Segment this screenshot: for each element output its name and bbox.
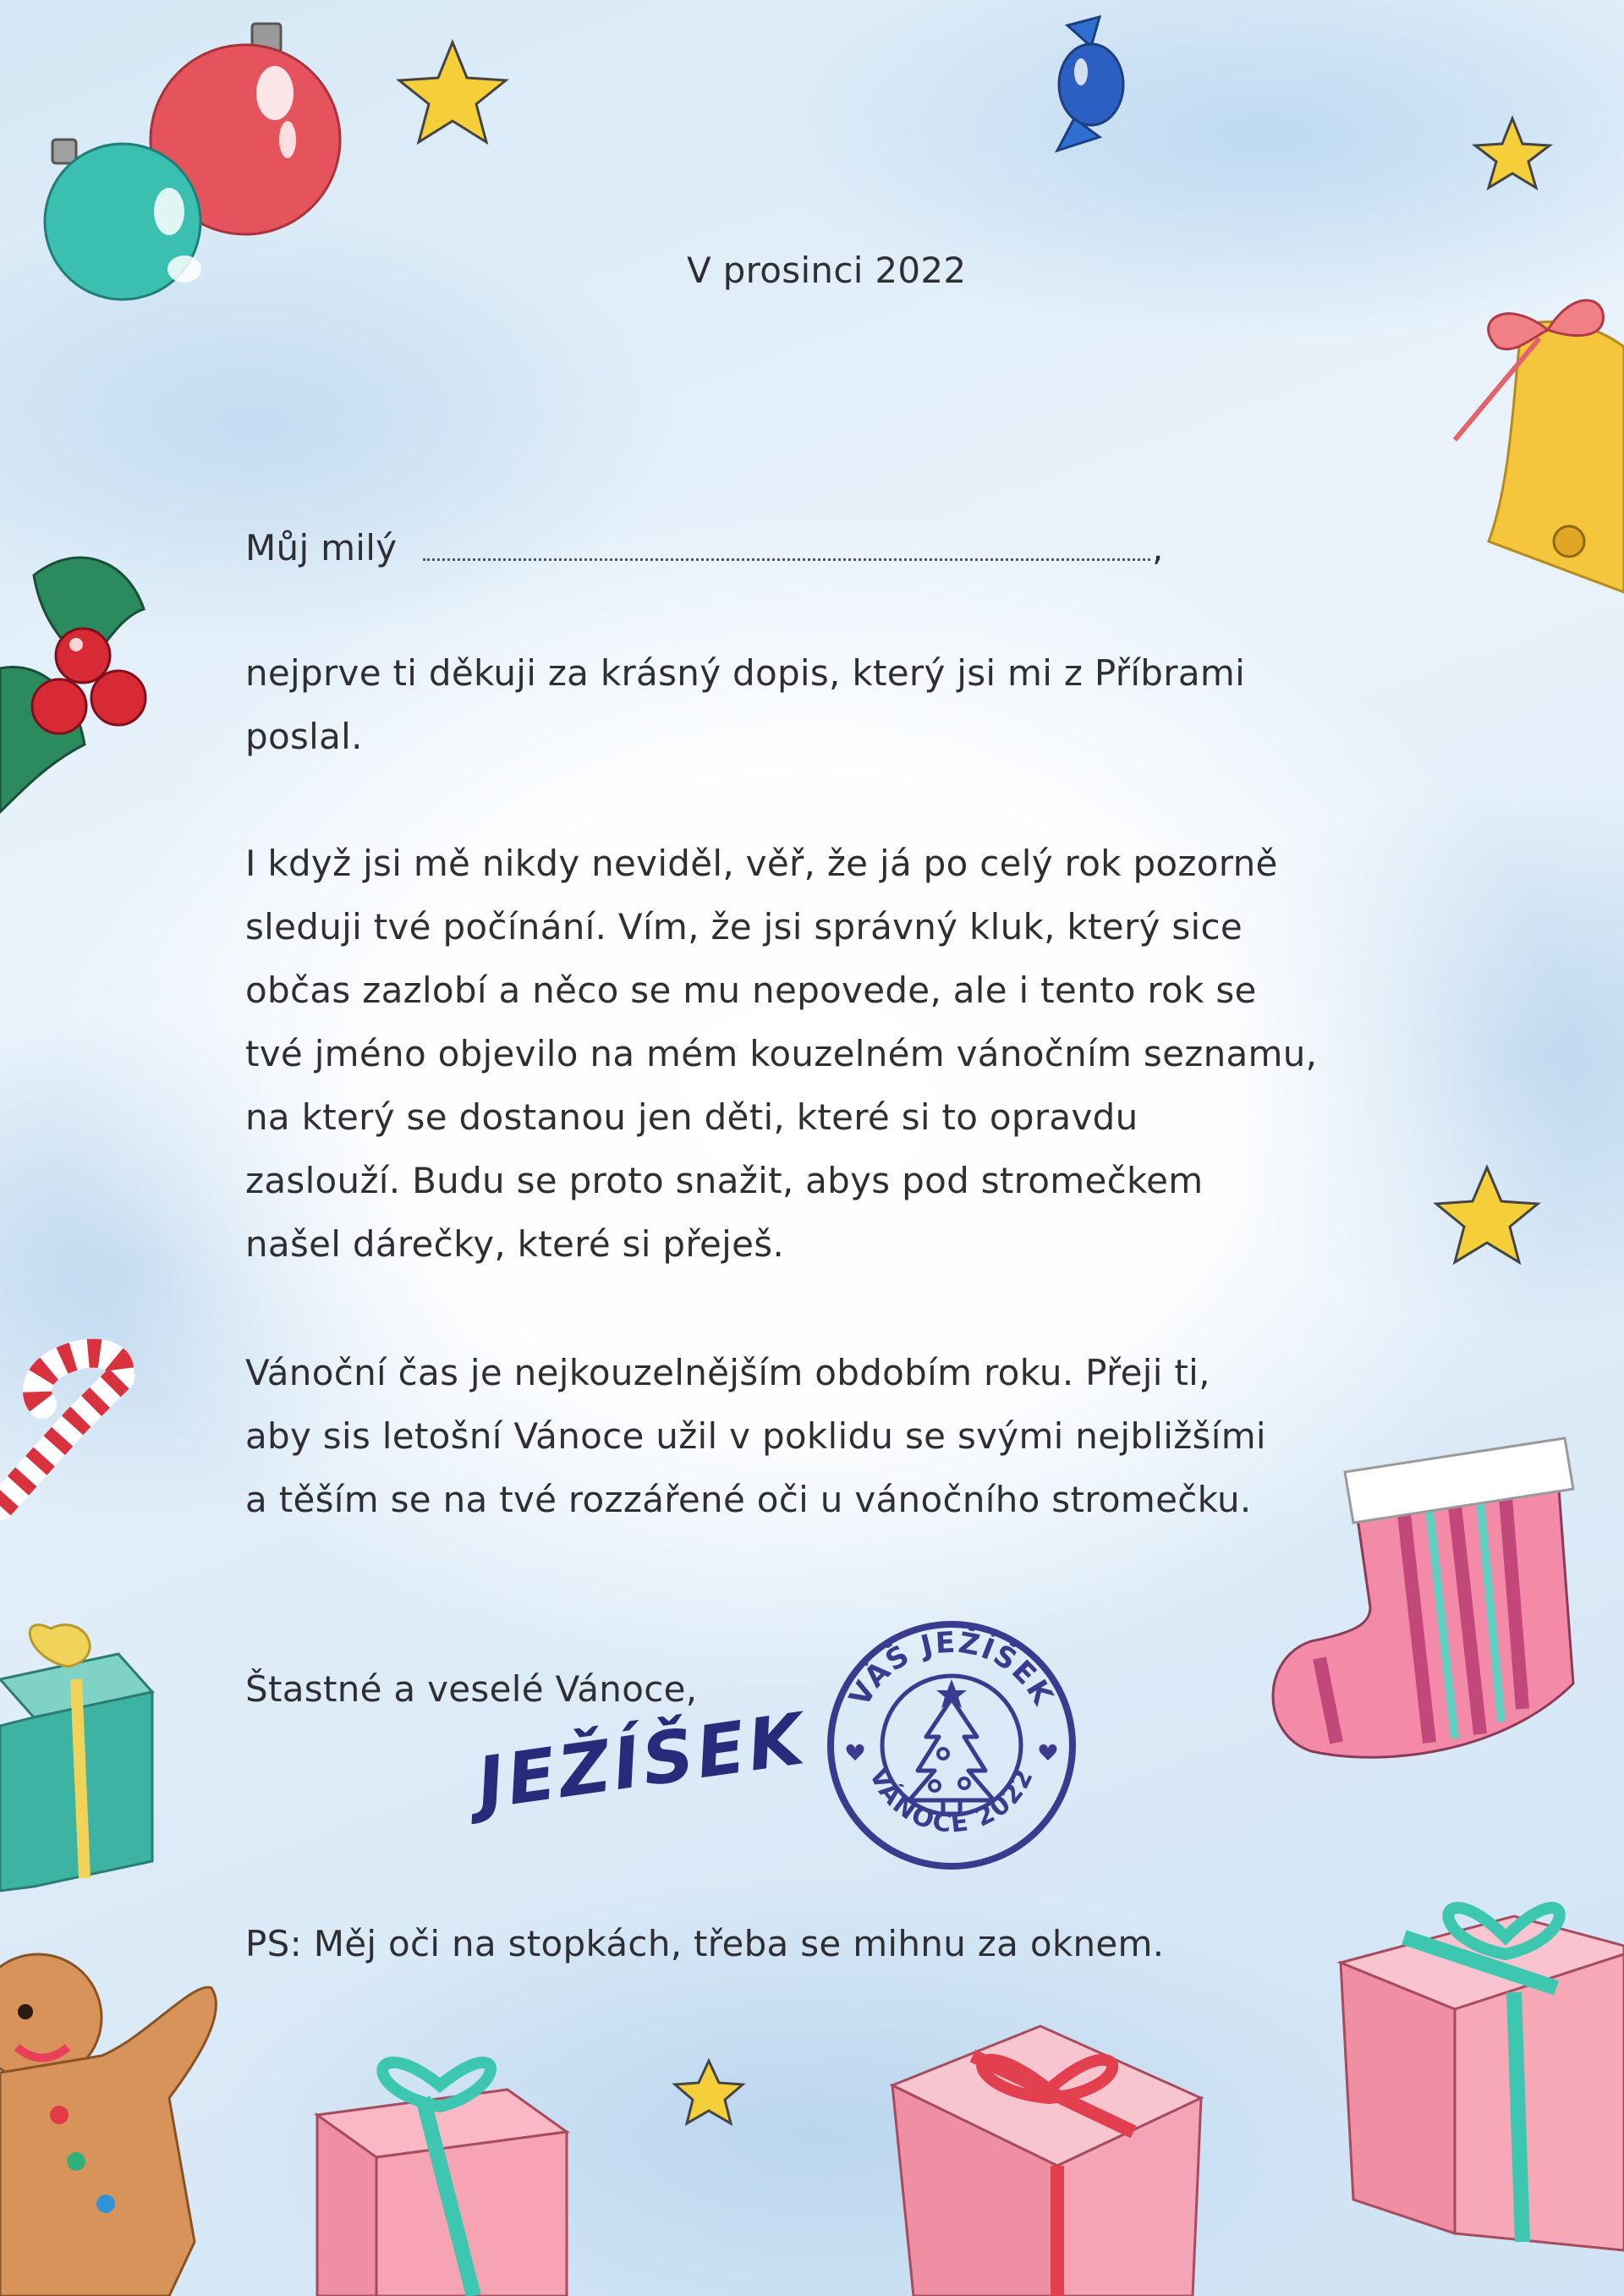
paragraph-line: sleduji tvé počínání. Vím, že jsi správný kluk, který sice	[245, 906, 1243, 948]
paragraph-line: Vánoční čas je nejkouzelnějším obdobím roku. Přeji ti,	[245, 1352, 1210, 1393]
heart-icon	[1040, 1744, 1057, 1760]
salutation: Můj milý	[245, 527, 398, 569]
gift-box-icon	[317, 2063, 567, 2296]
christmas-tree-icon	[909, 1679, 994, 1814]
heart-icon	[847, 1744, 864, 1760]
paragraph-line: nejprve ti děkuji za krásný dopis, který jsi mi z Příbrami	[245, 652, 1246, 694]
postscript: PS: Měj oči na stopkách, třeba se mihnu za oknem.	[245, 1923, 1165, 1964]
candy-icon	[1057, 17, 1123, 151]
candy-cane-icon	[0, 1354, 121, 1506]
paragraph-line: tvé jméno objevilo na mém kouzelném vánočním seznamu,	[245, 1033, 1318, 1074]
gift-box-icon	[1341, 1908, 1624, 2250]
salutation-comma: ,	[1152, 527, 1164, 569]
paragraph-line: našel dárečky, které si přeješ.	[245, 1223, 785, 1265]
closing-line: Štastné a veselé Vánoce,	[245, 1668, 698, 1710]
stamp-bottom-text: VÁNOCE 2022	[863, 1763, 1040, 1839]
paragraph-line: občas zazlobí a něco se mu nepovede, ale i tento rok se	[245, 969, 1257, 1011]
paragraph-line: aby sis letošní Vánoce užil v poklidu se svými nejbližšími	[245, 1415, 1266, 1457]
star-icon	[675, 2061, 743, 2123]
bell-icon	[1455, 300, 1624, 592]
star-icon	[1475, 118, 1550, 188]
letter-date: V prosinci 2022	[687, 250, 967, 291]
paragraph-line: zaslouží. Budu se proto snažit, abys pod stromečkem	[245, 1160, 1204, 1201]
stamp-top-text: VÁŠ JEŽÍŠEK	[842, 1625, 1061, 1712]
stocking-icon	[1273, 1438, 1573, 1757]
star-icon	[1436, 1167, 1538, 1262]
recipient-name-dotted-line	[423, 558, 1150, 561]
paragraph-watching	[245, 832, 1317, 1276]
star-icon	[399, 42, 506, 142]
gift-box-icon	[0, 1625, 152, 1891]
paragraph-line: I když jsi mě nikdy neviděl, věř, že já po celý rok pozorně	[245, 843, 1278, 884]
paragraph-line: a těším se na tvé rozzářené oči u vánočního stromečku.	[245, 1479, 1252, 1520]
paragraph-wishes	[245, 1341, 1266, 1531]
holly-icon	[0, 558, 145, 812]
paragraph-line: na který se dostanou jen děti, které si to opravdu	[245, 1096, 1138, 1138]
jezisek-stamp	[825, 1618, 1078, 1872]
signature: JEŽÍŠEK	[472, 1696, 812, 1826]
gift-box-icon	[892, 2026, 1201, 2296]
paragraph-thanks	[245, 641, 1245, 768]
paragraph-line: poslal.	[245, 716, 363, 757]
gingerbread-man-icon	[0, 1954, 216, 2296]
